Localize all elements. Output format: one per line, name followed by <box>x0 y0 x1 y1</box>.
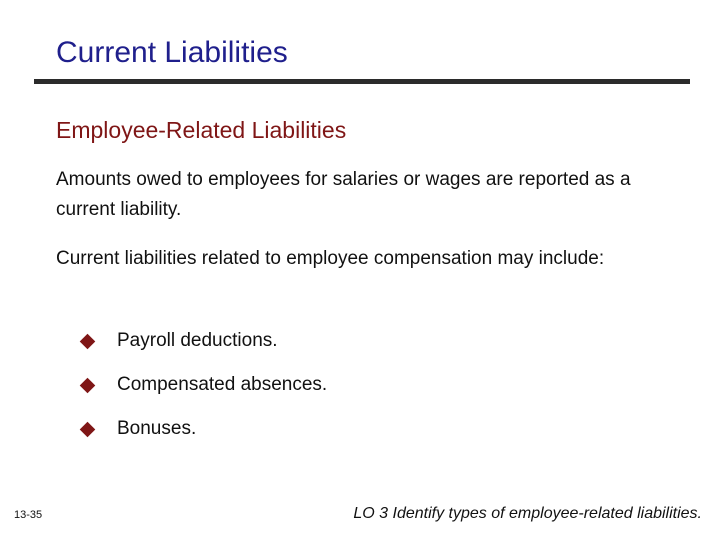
bullet-item-compensated-absences <box>78 363 327 407</box>
paragraph-salaries-wages: Amounts owed to employees for salaries or wages are reported as a current liability. <box>56 169 631 220</box>
title-divider <box>34 79 690 84</box>
bullet-label: Payroll deductions. <box>117 330 278 351</box>
bullet-list <box>78 319 327 451</box>
bullet-item-payroll-deductions <box>78 319 327 363</box>
bullet-item-bonuses <box>78 407 327 451</box>
slide-title: Current Liabilities <box>56 36 288 69</box>
learning-objective-footer: LO 3 Identify types of employee-related liabilities. <box>353 505 702 522</box>
diamond-bullet-icon <box>80 333 96 349</box>
paragraph-compensation: Current liabilities related to employee compensation may include: <box>56 248 605 269</box>
diamond-bullet-icon <box>80 377 96 393</box>
bullet-label: Bonuses. <box>117 418 197 439</box>
bullet-label: Compensated absences. <box>117 374 328 395</box>
diamond-bullet-icon <box>80 421 96 437</box>
slide-number: 13-35 <box>14 509 43 521</box>
slide-subtitle: Employee-Related Liabilities <box>56 117 347 143</box>
